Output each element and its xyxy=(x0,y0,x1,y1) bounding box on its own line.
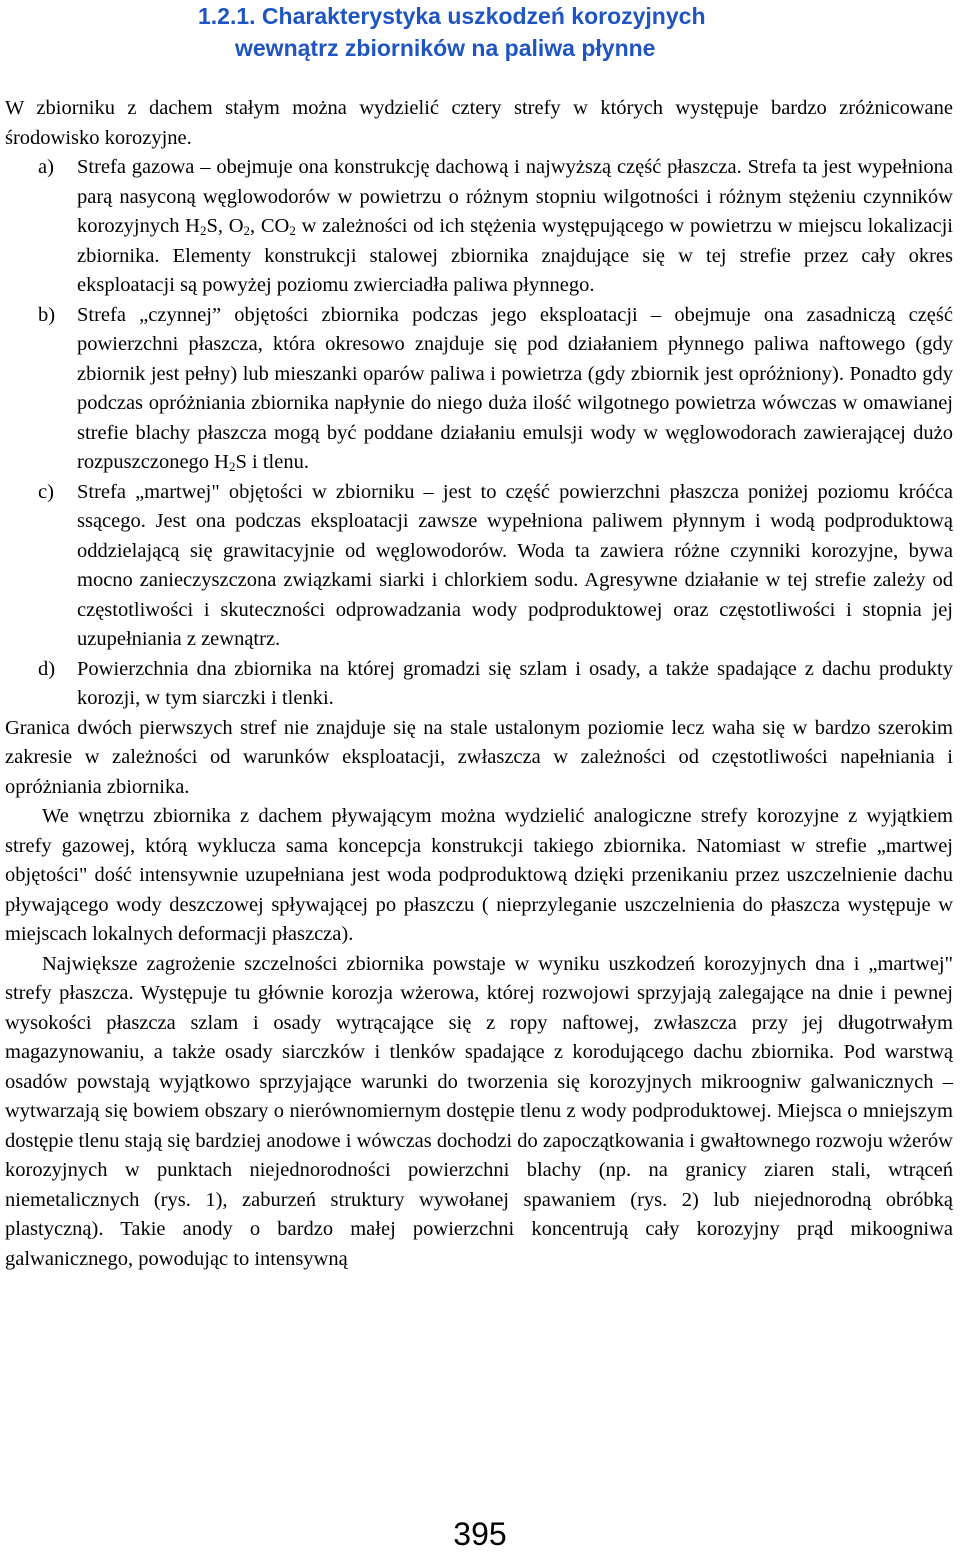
page-number: 395 xyxy=(453,1516,507,1552)
zone-a-text-4: w zależności od ich stężenia występującego w powietrzu w miejscu lokalizacji zbiornika. Elementy konstrukcji stalowej zbiornika znajdujące się w tej strefie przez cały okres eksploatacji są powyżej poziomu zwierciadła paliwa płynnego. xyxy=(77,215,953,296)
boundary-paragraph: Granica dwóch pierwszych stref nie znajduje się na stale ustalonym poziomie lecz waha się w bardzo szerokim zakresie w zależności od warunków eksploatacji, zwłaszcza w zależności od częstotliwości napełniania i opróżniania zbiornika. xyxy=(5,716,953,798)
intro-paragraph: W zbiorniku z dachem stałym można wydzielić cztery strefy w których występuje bardzo zróżnicowane środowisko korozyjne. xyxy=(5,97,953,149)
list-marker: a) xyxy=(38,156,54,178)
zone-list-item-a xyxy=(5,153,953,301)
zone-b-text-2: S i tlenu. xyxy=(235,451,309,473)
zone-list-item-d xyxy=(5,655,953,714)
subscript: 2 xyxy=(200,223,207,238)
subscript: 2 xyxy=(243,223,251,238)
zone-c-text: Strefa „martwej" objętości w zbiorniku – jest to część powierzchni płaszcza poniżej poziomu króćca ssącego. Jest ona podczas eksploatacji zawsze wypełniona paliwem płynnym i wodą podproduktową oddzielającą się grawitacyjnie od węglowodorów. Woda ta zawiera różne czynniki korozyjne, bywa mocno zanieczyszczona związkami siarki i chlorkiem sodu. Agresywne działanie w tej strefie zależy od częstotliwości i skuteczności odprowadzania wody podproduktowej oraz częstotliwości i stopnia jej uzupełniania z zewnątrz. xyxy=(77,480,953,650)
list-marker: b) xyxy=(38,303,56,326)
section-heading-line-1: 1.2.1. Charakterystyka uszkodzeń korozyjnych xyxy=(198,3,706,29)
zone-a-text-1: Strefa gazowa – obejmuje ona konstrukcję dachową i najwyższą część płaszcza. Strefa ta jest wypełniona parą nasyconą węglowodorów w powietrzu o różnym stopniu wilgotności i różnym stężeniu czynników korozyjnych H xyxy=(77,156,953,237)
list-marker: c) xyxy=(38,480,54,503)
subscript: 2 xyxy=(289,223,296,238)
zone-list xyxy=(5,153,953,714)
body-text xyxy=(5,94,953,1274)
zone-d-text: Powierzchnia dna zbiornika na której gromadzi się szlam i osady, a także spadające z dachu produkty korozji, w tym siarczki i tlenki. xyxy=(77,657,953,709)
zone-b-text-1: Strefa „czynnej” objętości zbiornika podczas jego eksploatacji – obejmuje ona zasadniczą część powierzchni płaszcza, która okresowo znajduje się pod działaniem płynnego paliwa naftowego (gdy zbiornik jest pełny) lub mieszanki oparów paliwa i powietrza (gdy zbiornik jest opróżniony). Ponadto gdy podczas opróżniania zbiornika napłynie do niego duża ilość wilgotnego powietrza wówczas w omawianej strefie blachy płaszcza mogą być poddane działaniu emulsji wody w węglowodorach zawierającej dużo rozpuszczonego H xyxy=(77,303,953,473)
threat-paragraph: Największe zagrożenie szczelności zbiornika powstaje w wyniku uszkodzeń korozyjnych dna i „martwej" strefy płaszcza. Występuje tu głównie korozja wżerowa, której rozwojowi sprzyjają zalegające na dnie i pewnej wysokości płaszcza szlam i osady wytrącające się z ropy naftowej, zwłaszcza przy jej długotrwałym magazynowaniu, a także osady siarczków i tlenków spadające z korodującego dachu zbiornika. Pod warstwą osadów powstają wyjątkowo sprzyjające warunki do tworzenia się korozyjnych mikroogniw galwanicznych – wytwarzają się bowiem obszary o nierównomiernym dostępie tlenu z wody podproduktowej. Miejsca o mniejszym dostępie tlenu stają się bardziej anodowe i wówczas dochodzi do zapoczątkowania i gwałtownego rozwoju wżerów korozyjnych w punktach niejednorodności powierzchni blachy (np. na granicy ziaren stali, wtrąceń niemetalicznych (rys. 1), zaburzeń struktury wywołanej spawaniem (rys. 2) lub niejednorodną obróbką plastyczną). Takie anody o bardzo małej powierzchni koncentrują cały korozyjny prąd mikoogniwa galwanicznego, powodując to intensywną xyxy=(5,952,953,1270)
zone-list-item-b xyxy=(5,301,953,478)
list-marker: d) xyxy=(38,657,56,680)
section-heading-line-2: wewnątrz zbiorników na paliwa płynne xyxy=(235,35,656,61)
floating-roof-paragraph: We wnętrzu zbiornika z dachem pływającym można wydzielić analogiczne strefy korozyjne z wyjątkiem strefy gazowej, którą wyklucza sama koncepcja konstrukcji takiego zbiornika. Natomiast w strefie „martwej objętości" dość intensywnie uzupełniana jest woda podproduktową dzięki przenikaniu przez uszczelnienie dachu pływającego wody deszczowej spływającej po płaszczu ( nieprzyleganie uszczelnienia do płaszcza występuje w miejscach lokalnych deformacji płaszcza). xyxy=(5,805,953,945)
zone-list-item-c xyxy=(5,478,953,655)
zone-a-text-3: , CO xyxy=(250,215,290,237)
subscript: 2 xyxy=(228,459,236,474)
section-heading xyxy=(5,0,953,64)
zone-a-text-2: S, O xyxy=(206,215,244,237)
